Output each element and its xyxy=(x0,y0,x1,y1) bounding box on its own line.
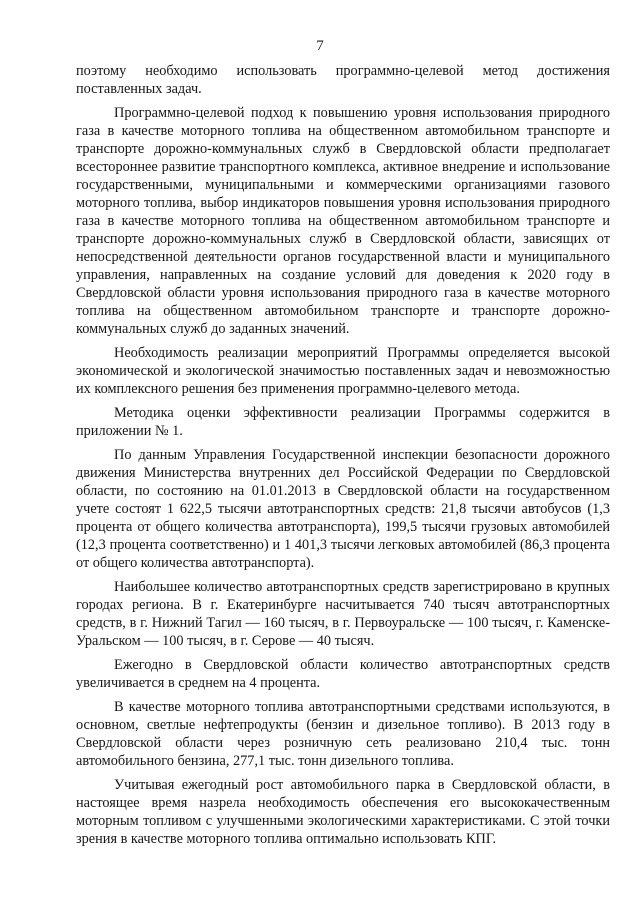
paragraph-program-approach: Программно-целевой подход к повышению уровня использования природного газа в качестве моторного топлива на общественном автомобильном транспорте и транспорте дорожно-коммунальных служб в Свердловской области предполагает всестороннее развитие транспортного комплекса, активное внедрение и использование государственными, муниципальными и коммерческими организациями газового моторного топлива, выбор индикаторов повышения уровня использования природного газа в качестве моторного топлива на общественном автомобильном транспорте и транспорте дорожно-коммунальных служб в Свердловской области, зависящих от непосредственной деятельности органов государственной власти и муниципального управления, направленных на создание условий для доведения к 2020 году в Свердловской области уровня использования природного газа в качестве моторного топлива на общественном автомобильном транспорте и транспорте дорожно-коммунальных служб до заданных значений. xyxy=(76,105,610,337)
paragraph-conclusion: Учитывая ежегодный рост автомобильного парка в Свердловской области, в настоящее время назрела необходимость обеспечения его высококачественным моторным топливом с улучшенными экологическими характеристиками. С этой точки зрения в качестве моторного топлива оптимально использовать КПГ. xyxy=(76,777,610,847)
paragraph-fuel-usage: В качестве моторного топлива автотранспортными средствами используются, в основном, светлые нефтепродукты (бензин и дизельное топливо). В 2013 году в Свердловской области через розничную сеть реализовано 210,4 тыс. тонн автомобильного бензина, 277,1 тыс. тонн дизельного топлива. xyxy=(76,699,610,769)
document-body xyxy=(76,62,610,848)
paragraph-city-distribution: Наибольшее количество автотранспортных средств зарегистрировано в крупных городах региона. В г. Екатеринбурге насчитывается 740 тысяч автотранспортных средств, в г. Нижний Тагил — 160 тысяч, в г. Первоуральске — 100 тысяч, г. Каменске-Уральском — 100 тысяч, в г. Серове — 40 тысяч. xyxy=(76,579,610,649)
paragraph-continuation: поэтому необходимо использовать программно-целевой метод достижения поставленных задач. xyxy=(76,63,610,97)
paragraph-vehicle-statistics: По данным Управления Государственной инспекции безопасности дорожного движения Министерства внутренних дел Российской Федерации по Свердловской области, по состоянию на 01.01.2013 в Свердловской области на государственном учете состоят 1 622,5 тысячи автотранспортных средств: 21,8 тысячи автобусов (1,3 процента от общего количества автотранспорта), 199,5 тысячи грузовых автомобилей (12,3 процента соответственно) и 1 401,3 тысячи легковых автомобилей (86,3 процента от общего количества автотранспорта). xyxy=(76,447,610,571)
paragraph-annual-growth: Ежегодно в Свердловской области количество автотранспортных средств увеличивается в среднем на 4 процента. xyxy=(76,657,610,691)
paragraph-methodology: Методика оценки эффективности реализации Программы содержится в приложении № 1. xyxy=(76,405,610,439)
page-number: 7 xyxy=(316,38,324,54)
paragraph-necessity: Необходимость реализации мероприятий Программы определяется высокой экономической и экологической значимостью поставленных задач и невозможностью их комплексного решения без применения программно-целевого метода. xyxy=(76,345,610,397)
